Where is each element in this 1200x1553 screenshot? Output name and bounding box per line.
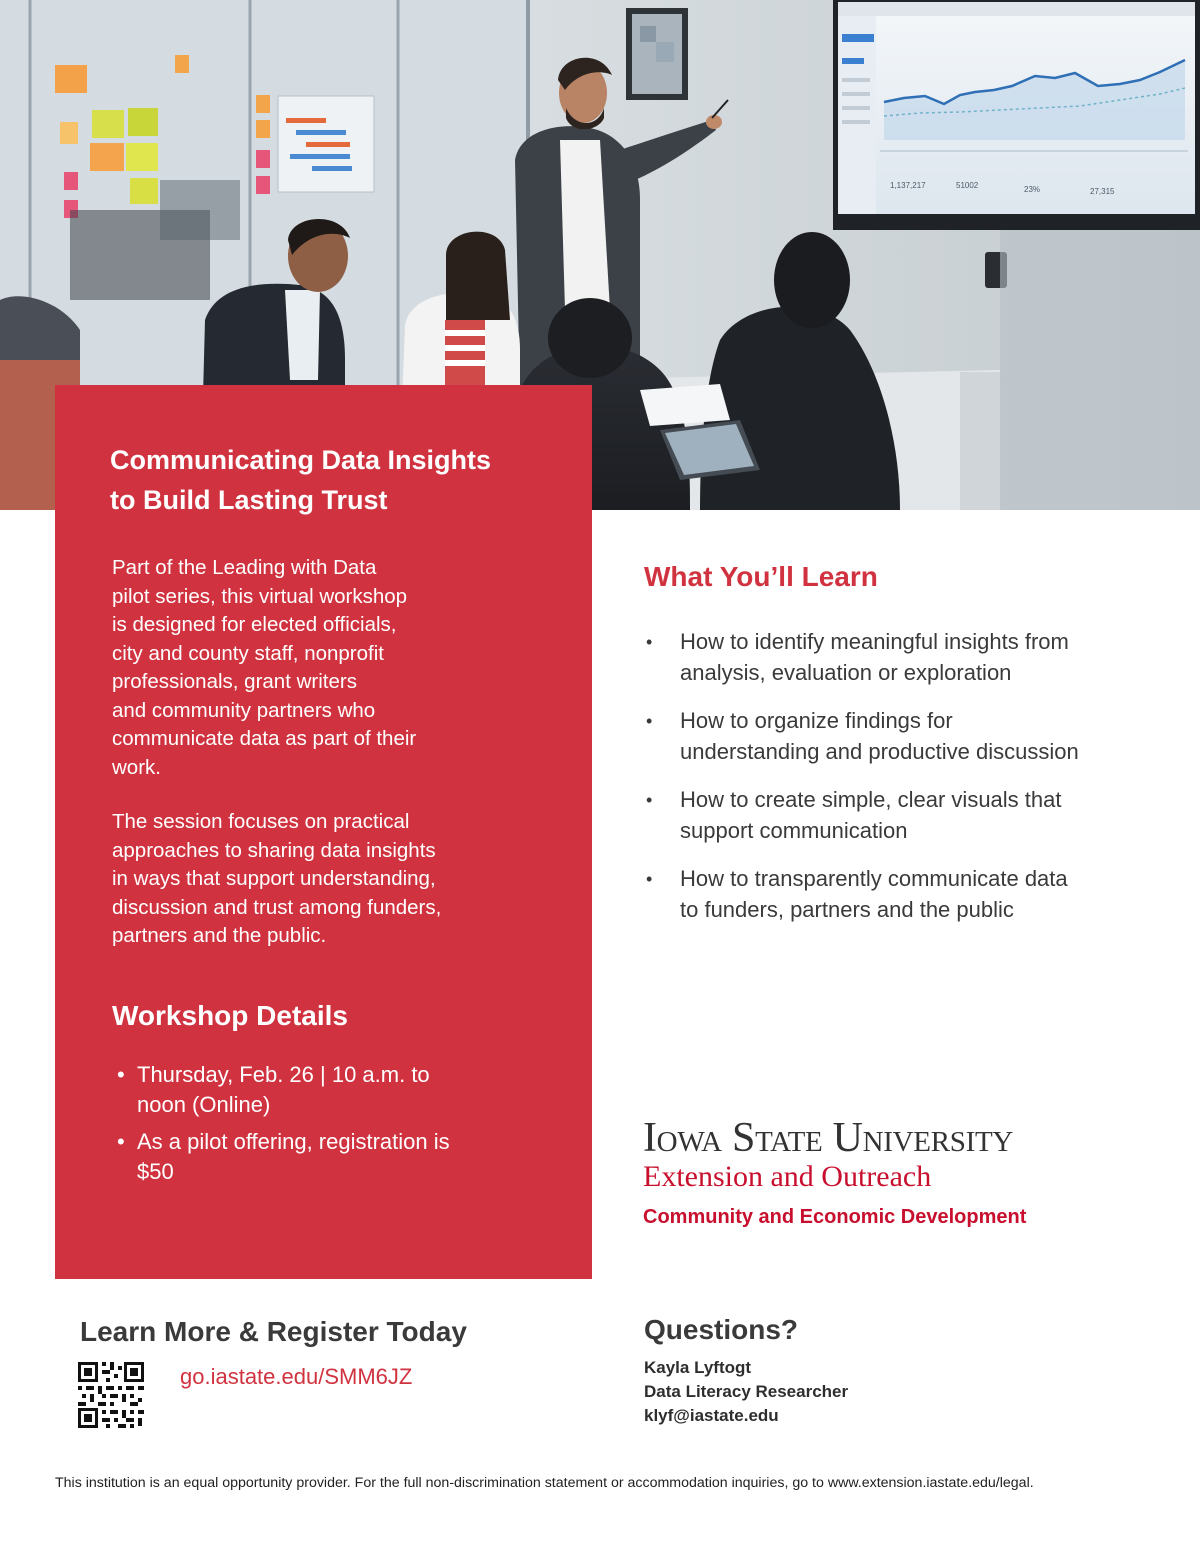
session-paragraph: The session focuses on practical approaches to sharing data insights in ways that support understanding, discussion and trust among funders, partners and the public.: [112, 810, 442, 947]
logo-university-name: Iowa State University: [643, 1115, 1014, 1161]
workshop-title: Communicating Data Insights to Build Lasting Trust: [110, 445, 492, 515]
learn-list: [646, 627, 1166, 943]
questions-heading: Questions?: [644, 1314, 799, 1345]
screen-stat-4: 27,315: [1090, 187, 1115, 196]
contact-block: [644, 1356, 848, 1428]
details-item-price: • As a pilot offering, registration is $50: [117, 1127, 537, 1187]
learn-heading: What You’ll Learn: [644, 561, 878, 592]
learn-item: • How to create simple, clear visuals that support communication: [646, 785, 1166, 846]
logo-extension: Extension and Outreach: [643, 1160, 932, 1193]
qr-code-icon[interactable]: [78, 1362, 144, 1433]
learn-item: • How to transparently communicate data to funders, partners and the public: [646, 864, 1166, 925]
workshop-details-heading: Workshop Details: [112, 1000, 348, 1031]
footer-disclaimer: This institution is an equal opportunity provider. For the full non-discrimination statement or accommodation inquiries, go to www.extension.iastate.edu/legal.: [55, 1475, 1034, 1491]
contact-email[interactable]: klyf@iastate.edu: [644, 1406, 779, 1425]
register-link[interactable]: go.iastate.edu/SMM6JZ: [180, 1364, 413, 1389]
screen-stat-1: 1,137,217: [890, 181, 926, 190]
register-heading: Learn More & Register Today: [80, 1316, 467, 1347]
intro-paragraph: Part of the Leading with Data pilot series, this virtual workshop is designed for elected officials, city and county staff, nonprofit professionals, grant writers and community partners who communicate data as part of their work.: [112, 556, 417, 779]
isu-logo: [643, 1112, 1163, 1229]
details-item-date: • Thursday, Feb. 26 | 10 a.m. to noon (Online): [117, 1060, 537, 1120]
workshop-details-list: [117, 1060, 537, 1194]
contact-role: Data Literacy Researcher: [644, 1382, 849, 1401]
logo-department: Community and Economic Development: [643, 1206, 1027, 1228]
learn-item: • How to organize findings for understanding and productive discussion: [646, 706, 1166, 767]
screen-stat-3: 23%: [1024, 185, 1041, 194]
learn-item: • How to identify meaningful insights from analysis, evaluation or exploration: [646, 627, 1166, 688]
contact-name: Kayla Lyftogt: [644, 1358, 752, 1377]
screen-stat-2: 51002: [956, 181, 979, 190]
workshop-info-panel: [55, 385, 592, 1279]
